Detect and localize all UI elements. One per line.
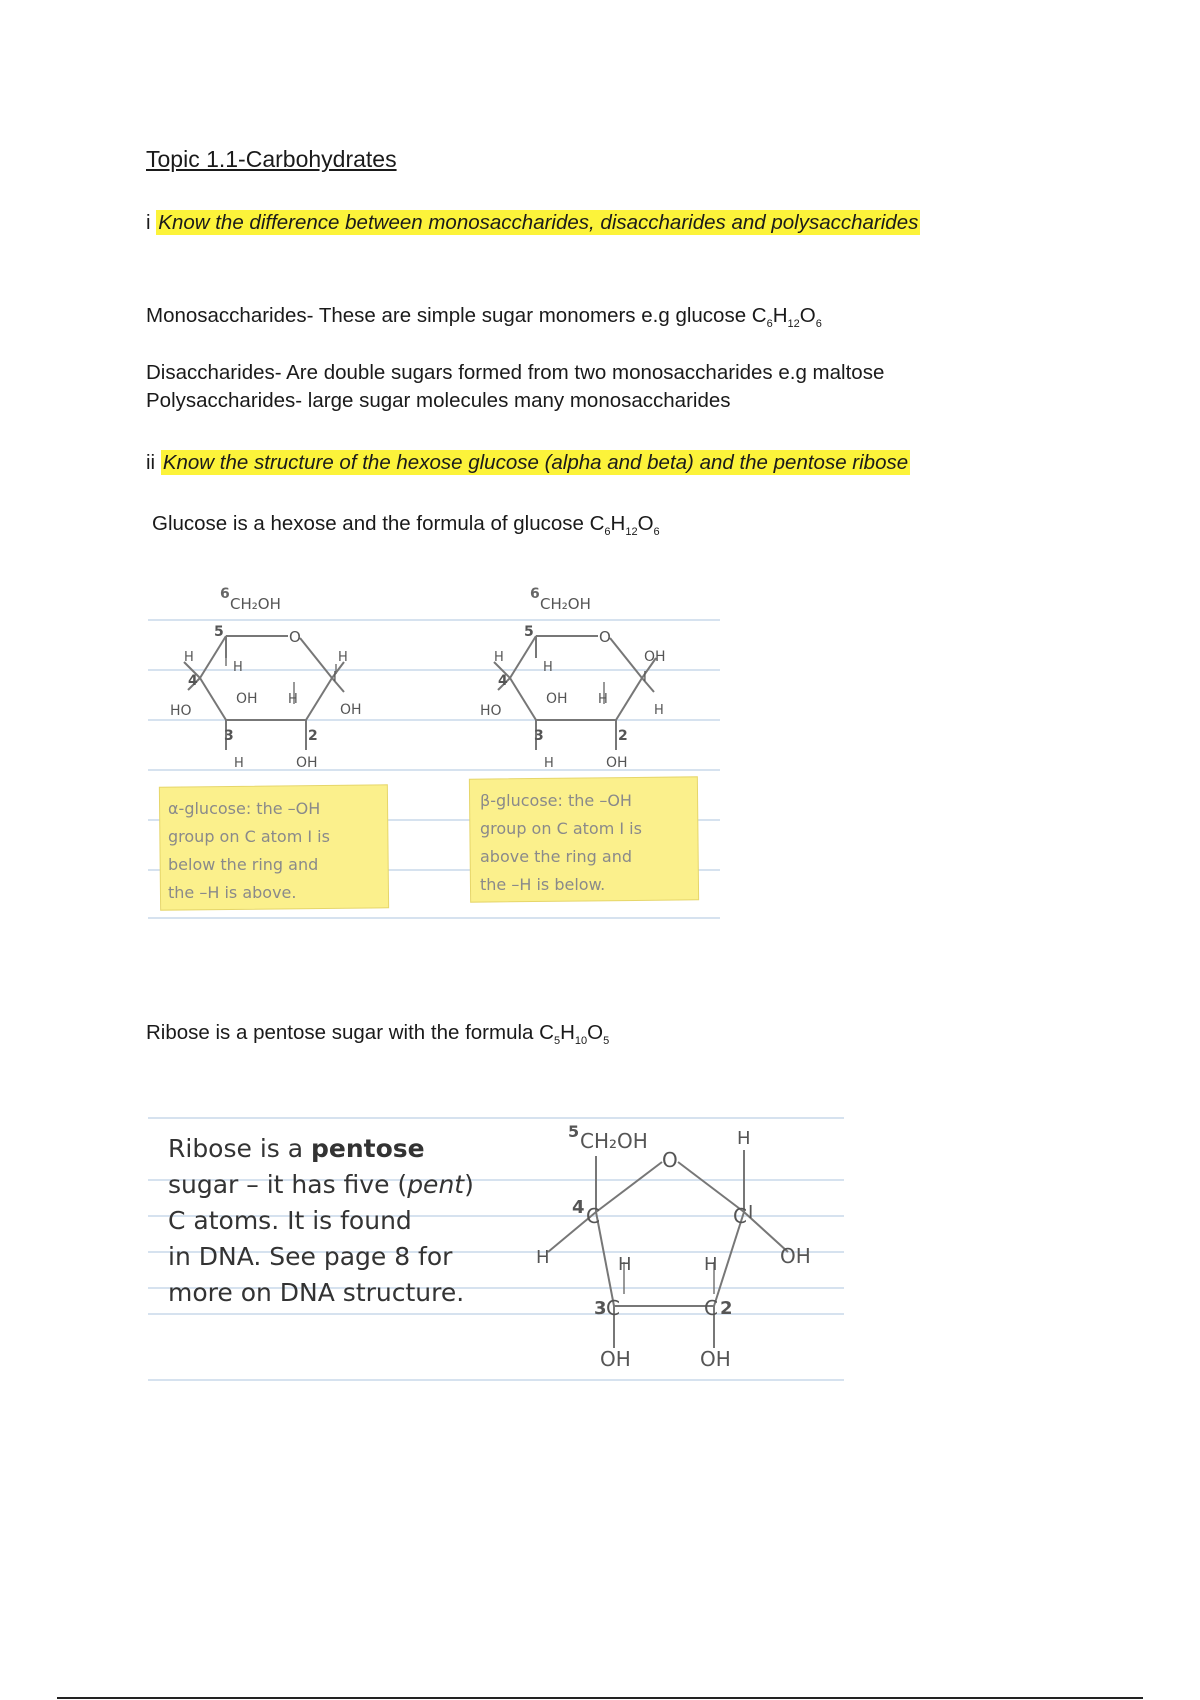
alpha-ho-label: HO	[170, 703, 192, 719]
ribose-c3-atom: C	[606, 1296, 620, 1320]
beta-c4-h: H	[494, 650, 504, 665]
alpha-c2-label: 2	[308, 728, 318, 744]
alpha-c1-label: I	[333, 670, 337, 685]
formula-sub: 5	[603, 1035, 610, 1048]
alpha-c4-label: 4	[188, 673, 198, 689]
ribose-c2-oh: OH	[700, 1347, 731, 1371]
ribose-note-line-3: C atoms. It is found	[168, 1206, 412, 1235]
beta-ch2oh-label: CH₂OH	[540, 595, 591, 613]
ribose-c4-atom: C	[586, 1204, 600, 1228]
alpha-c5-label: 5	[214, 624, 224, 640]
ribose-c2-label: 2	[720, 1298, 733, 1319]
objective-1	[146, 210, 920, 236]
alpha-c4-h: H	[184, 650, 194, 665]
ribose-diagram	[148, 1112, 844, 1384]
alpha-note-line-3: below the ring and	[168, 855, 319, 874]
formula-sub: 12	[625, 526, 638, 539]
polysaccharides-definition: Polysaccharides- large sugar molecules many monosaccharides	[146, 389, 731, 412]
monosaccharides-text: Monosaccharides- These are simple sugar monomers e.g glucose C	[146, 304, 767, 327]
formula-sub: 10	[574, 1035, 588, 1048]
alpha-glucose-note	[159, 785, 388, 910]
beta-note-line-3: above the ring and	[480, 847, 632, 866]
ribose-c1-h-top: H	[737, 1128, 751, 1149]
formula-sub: 6	[604, 526, 611, 539]
alpha-ch2oh-label: CH₂OH	[230, 595, 281, 613]
formula-sub: 6	[815, 318, 822, 331]
beta-ho-label: HO	[480, 703, 502, 719]
alpha-c5-h: H	[233, 660, 243, 675]
beta-c1-h: H	[654, 703, 664, 718]
beta-c2-oh: OH	[606, 755, 628, 771]
beta-glucose-note	[469, 777, 698, 902]
objective-1-text: Know the difference between monosaccharides, disaccharides and polysaccharides	[158, 211, 919, 234]
beta-note-line-1: β-glucose: the –OH	[480, 791, 632, 810]
objective-2	[146, 450, 910, 476]
beta-c2-h: H	[598, 692, 608, 707]
alpha-c3-h: H	[234, 756, 244, 771]
ribose-note-text: sugar – it has five (	[168, 1170, 408, 1199]
formula-el: H	[560, 1021, 575, 1044]
formula-el: H	[772, 304, 788, 327]
ribose-ch2oh-label: CH₂OH	[580, 1129, 648, 1153]
beta-c2-label: 2	[618, 728, 628, 744]
beta-c1-label: I	[643, 670, 647, 685]
alpha-ring-oxygen: O	[289, 628, 301, 646]
ribose-c5-label: 5	[568, 1122, 580, 1141]
ribose-note-line-1	[168, 1134, 425, 1163]
beta-c4-label: 4	[498, 673, 508, 689]
alpha-c3-label: 3	[224, 728, 234, 744]
formula-sub: 5	[553, 1035, 561, 1048]
ribose-note-text: Ribose is a	[168, 1134, 312, 1163]
alpha-c6-label: 6	[220, 586, 230, 602]
alpha-c1-h: H	[338, 650, 348, 665]
ribose-c3-oh: OH	[600, 1347, 631, 1371]
glucose-line-text: Glucose is a hexose and the formula of glucose C	[152, 512, 605, 535]
ribose-c3-label: 3	[594, 1298, 607, 1319]
glucose-diagram	[148, 578, 720, 920]
ribose-c4-label: 4	[572, 1197, 585, 1218]
formula-el: O	[587, 1021, 604, 1044]
ribose-line-text: Ribose is a pentose sugar with the formula C	[146, 1021, 554, 1044]
beta-c4-oh: OH	[546, 691, 568, 707]
ribose-note-bold: pentose	[311, 1134, 425, 1163]
alpha-note-line-1: α-glucose: the –OH	[168, 799, 321, 818]
formula-el: O	[799, 304, 816, 327]
ribose-c3-h: H	[618, 1254, 632, 1275]
beta-c3-h: H	[544, 756, 554, 771]
beta-note-line-4: the –H is below.	[480, 875, 606, 894]
objective-2-text: Know the structure of the hexose glucose (alpha and beta) and the pentose ribose	[162, 451, 909, 474]
ribose-formula-line	[146, 1019, 609, 1047]
ribose-c1-atom: C	[733, 1204, 747, 1228]
beta-c5-label: 5	[524, 624, 534, 640]
objective-1-marker: i	[146, 211, 151, 234]
alpha-c1-oh: OH	[340, 702, 362, 718]
ribose-c1-label: I	[748, 1202, 754, 1223]
footer-divider	[57, 1697, 1143, 1699]
ribose-c2-atom: C	[704, 1296, 718, 1320]
beta-c6-label: 6	[530, 586, 540, 602]
formula-sub: 6	[766, 318, 773, 331]
formula-sub: 6	[653, 526, 660, 539]
ribose-note-italic: pent	[407, 1170, 465, 1199]
alpha-note-line-4: the –H is above.	[168, 883, 297, 902]
ribose-c4-h: H	[536, 1247, 550, 1268]
ribose-ring-oxygen: O	[662, 1148, 678, 1172]
beta-ring-oxygen: O	[599, 628, 611, 646]
ribose-note-line-5: more on DNA structure.	[168, 1278, 465, 1307]
formula-sub: 12	[787, 318, 800, 331]
alpha-note-line-2: group on C atom I is	[168, 827, 330, 846]
ribose-note-line-4: in DNA. See page 8 for	[168, 1242, 453, 1271]
ribose-note-line-2	[168, 1170, 474, 1199]
alpha-c2-oh: OH	[296, 755, 318, 771]
beta-note-line-2: group on C atom I is	[480, 819, 642, 838]
formula-el: O	[637, 512, 654, 535]
formula-el: H	[610, 512, 626, 535]
ribose-c1-oh: OH	[780, 1244, 811, 1268]
page-title: Topic 1.1-Carbohydrates	[146, 146, 397, 172]
objective-2-marker: ii	[146, 451, 156, 474]
ribose-note-text: )	[464, 1170, 474, 1199]
glucose-formula-line	[152, 510, 660, 538]
beta-c3-label: 3	[534, 728, 544, 744]
ribose-c2-h: H	[704, 1254, 718, 1275]
beta-c1-oh: OH	[644, 649, 666, 665]
beta-c5-h: H	[543, 660, 553, 675]
alpha-c4-oh: OH	[236, 691, 258, 707]
disaccharides-definition: Disaccharides- Are double sugars formed from two monosaccharides e.g maltose	[146, 361, 885, 384]
alpha-c2-h: H	[288, 692, 298, 707]
monosaccharides-definition	[146, 302, 822, 330]
